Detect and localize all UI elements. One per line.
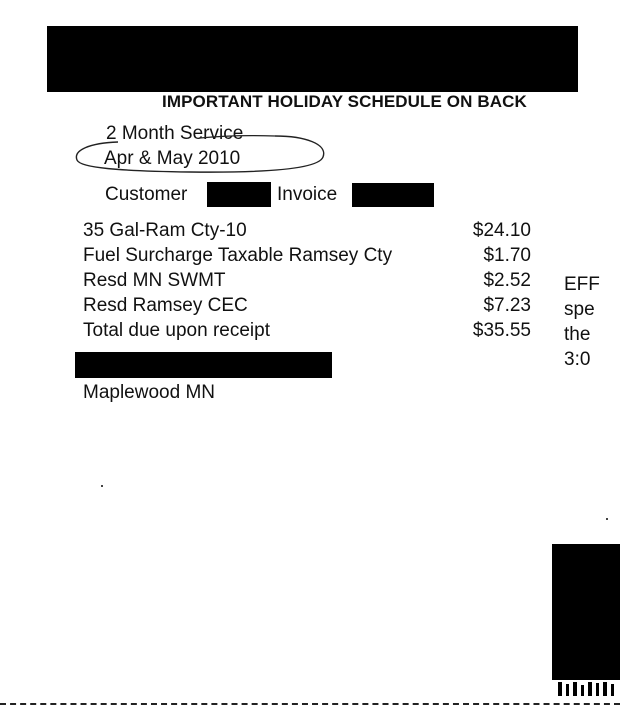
- side-note-line: the: [564, 324, 591, 345]
- address-city: Maplewood MN: [83, 382, 215, 403]
- invoice-label: Invoice: [277, 184, 338, 205]
- redacted-street-address: [75, 352, 332, 378]
- line-item-label: Resd MN SWMT: [83, 270, 226, 291]
- total-label: Total due upon receipt: [83, 320, 270, 341]
- line-item-label: Fuel Surcharge Taxable Ramsey Cty: [83, 245, 393, 266]
- line-item-amount: $7.23: [483, 295, 531, 316]
- side-note-line: spe: [564, 299, 595, 320]
- redacted-header-block: [47, 26, 578, 92]
- side-note-line: EFF: [564, 274, 600, 295]
- redacted-fragment: [64, 86, 144, 92]
- line-item-label: 35 Gal-Ram Cty-10: [83, 220, 247, 241]
- perforation-line: [0, 703, 620, 705]
- line-item-amount: $24.10: [472, 220, 531, 241]
- total-amount: $35.55: [472, 320, 531, 341]
- handwritten-circle: [70, 130, 332, 178]
- service-period: Apr & May 2010: [104, 148, 241, 169]
- service-label: 2 Month Service: [106, 123, 244, 144]
- line-item-amount: $1.70: [483, 245, 531, 266]
- barcode-fragment: [554, 680, 620, 696]
- customer-label: Customer: [105, 184, 188, 205]
- line-item-amount: $2.52: [483, 270, 531, 291]
- redacted-customer-number: [207, 182, 271, 207]
- scan-speck: [101, 485, 103, 487]
- scan-speck: [606, 518, 608, 520]
- redacted-barcode-block: [552, 544, 620, 680]
- redacted-invoice-number: [352, 183, 434, 207]
- line-item-label: Resd Ramsey CEC: [83, 295, 248, 316]
- holiday-notice: IMPORTANT HOLIDAY SCHEDULE ON BACK: [162, 92, 527, 111]
- side-note-line: 3:0: [564, 349, 591, 370]
